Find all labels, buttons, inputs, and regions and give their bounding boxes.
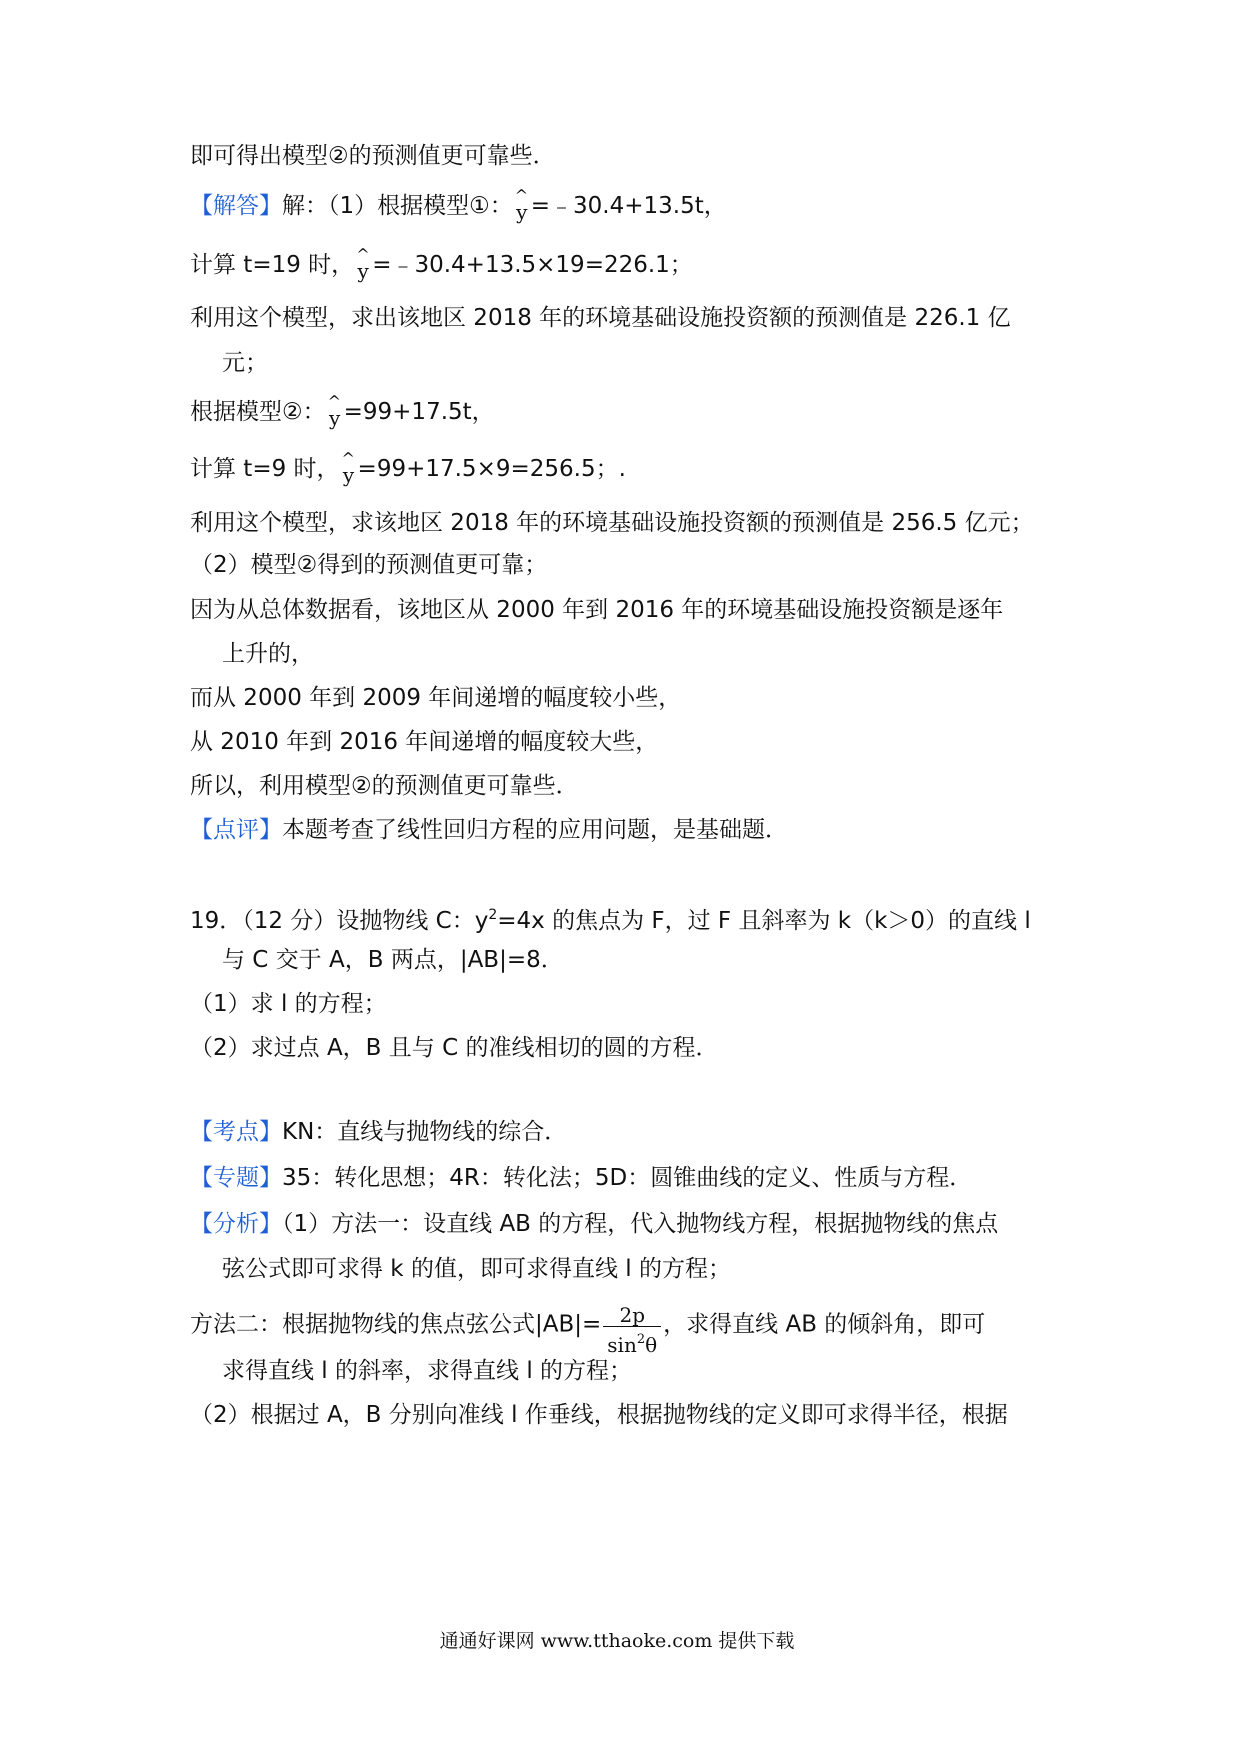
analysis-line: 【分析】（1）方法一：设直线 AB 的方程，代入抛物线方程，根据抛物线的焦点: [190, 1211, 999, 1237]
comment-line: 【点评】本题考查了线性回归方程的应用问题，是基础题．: [190, 817, 788, 843]
text-line: 元；: [222, 350, 268, 376]
superscript: 2: [488, 907, 498, 923]
topic-line: 【专题】35：转化思想；4R：转化法；5D：圆锥曲线的定义、性质与方程．: [190, 1165, 973, 1191]
y-hat-symbol: ^ y: [341, 449, 355, 487]
analysis-tag: 【分析】: [190, 1211, 282, 1237]
answer-tag: 【解答】: [190, 193, 282, 219]
text-line: （2）根据过 A，B 分别向准线 l 作垂线，根据抛物线的定义即可求得半径，根据: [190, 1402, 1008, 1428]
text-line: 而从 2000 年到 2009 年间递增的幅度较小些，: [190, 685, 682, 711]
text-line: 因为从总体数据看，该地区从 2000 年到 2016 年的环境基础设施投资额是逐年: [190, 597, 1004, 623]
y-hat-symbol: ^ y: [327, 392, 342, 430]
text-line: （2）模型②得到的预测值更可靠；: [190, 552, 548, 578]
y-hat-symbol: ^ y: [514, 186, 529, 224]
text-line: 利用这个模型，求该地区 2018 年的环境基础设施投资额的预测值是 256.5 亿元；: [190, 510, 1034, 536]
text-line: 与 C 交于 A，B 两点，|AB|=8．: [222, 947, 564, 973]
text-line: 弦公式即可求得 k 的值，即可求得直线 l 的方程；: [222, 1256, 731, 1282]
text-line: 从 2010 年到 2016 年间递增的幅度较大些，: [190, 729, 659, 755]
comment-tag: 【点评】: [190, 817, 282, 843]
fraction-formula: $\frac{2p}{\sin^2\theta}$: [603, 1304, 661, 1358]
knowledge-point-line: 【考点】KN：直线与抛物线的综合．: [190, 1119, 568, 1145]
text-line: 利用这个模型，求出该地区 2018 年的环境基础设施投资额的预测值是 226.1 亿: [190, 305, 1011, 331]
topic-tag: 【专题】: [190, 1165, 282, 1191]
y-hat-symbol: ^ y: [356, 245, 370, 283]
text-line: 所以，利用模型②的预测值更可靠些．: [190, 773, 579, 799]
text-line: （2）求过点 A，B 且与 C 的准线相切的圆的方程．: [190, 1035, 719, 1061]
text-line: （1）求 l 的方程；: [190, 991, 387, 1017]
answer-line: 【解答】解：（1）根据模型①： ^ y =﹣30.4+13.5t，: [190, 191, 727, 221]
knowledge-tag: 【考点】: [190, 1119, 282, 1145]
text-line: 求得直线 l 的斜率，求得直线 l 的方程；: [222, 1358, 633, 1384]
text-line: 上升的，: [222, 641, 314, 667]
text-line: 计算 t=19 时， ^ y =﹣30.4+13.5×19=226.1；: [190, 250, 693, 280]
page-footer: 通通好课网 www.tthaoke.com 提供下载: [439, 1630, 795, 1652]
text-line: 根据模型②： ^ y =99+17.5t，: [190, 397, 495, 427]
text-line: 方法二：根据抛物线的焦点弦公式|AB|= $\frac{2p}{\sin^2\theta}$ ，求得直线 AB 的倾斜角，即可: [190, 1303, 986, 1357]
text-line: 即可得出模型②的预测值更可靠些．: [190, 143, 556, 169]
question-19-line: 19．（12 分）设抛物线 C：$y^2=4x$ 的焦点为 F，过 F 且斜率为 k（k＞0）的直线 l: [190, 907, 1031, 934]
text-line: 计算 t=9 时， ^ y =99+17.5×9=256.5；.: [190, 454, 626, 484]
